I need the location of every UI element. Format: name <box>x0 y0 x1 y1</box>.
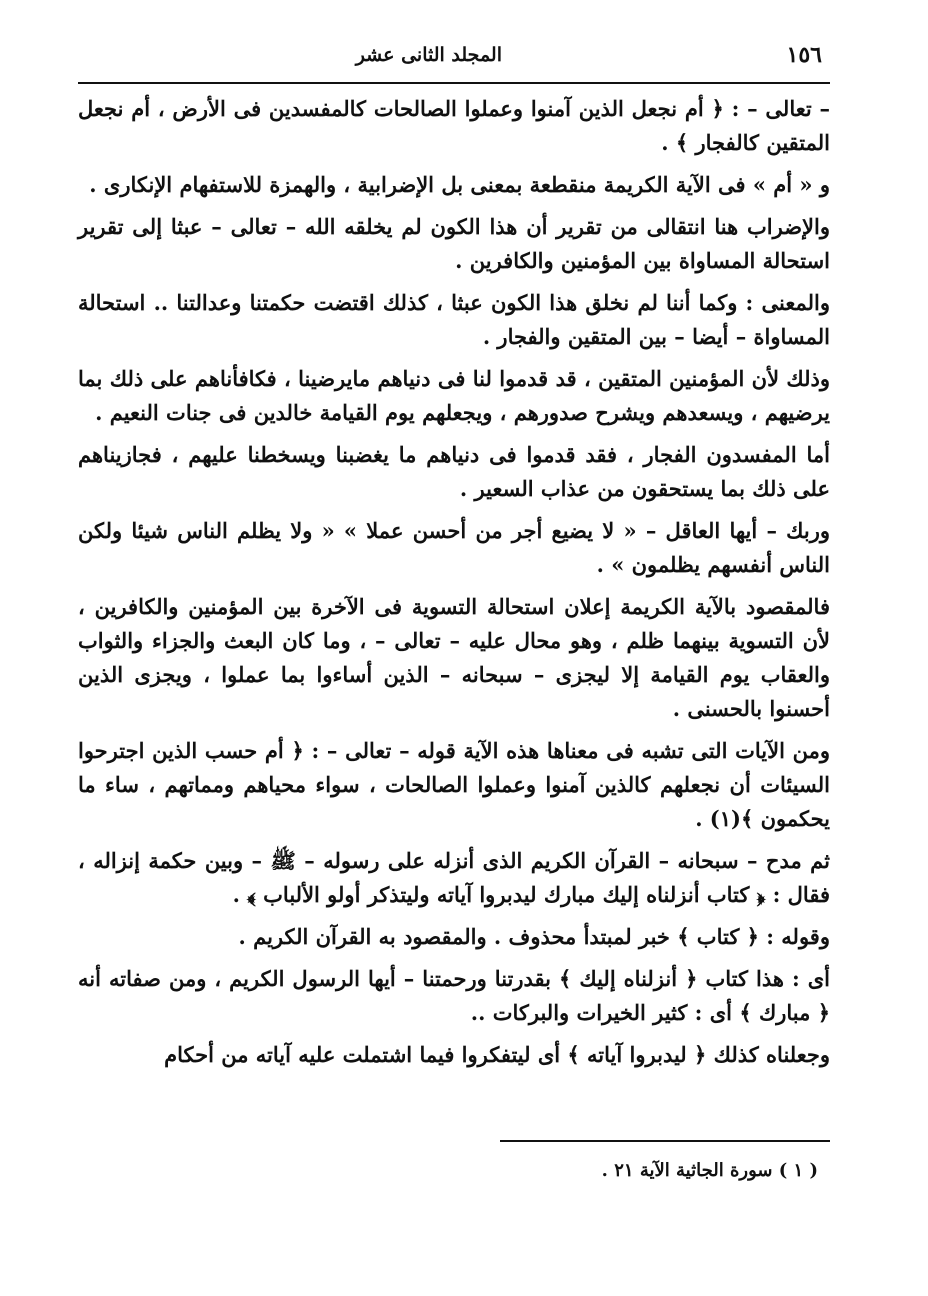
paragraph: ثم مدح – سبحانه – القرآن الكريم الذى أنزله على رسوله – ﷺ – وبين حكمة إنزاله ، فقال : ﴿ كتاب أنزلناه إليك مبارك ليدبروا آياته وليتذكر أولو الألباب ﴾ . <box>78 848 830 907</box>
footnote: ( ١ ) سورة الجاثية الآية ٢١ . <box>601 1160 818 1181</box>
running-title: المجلد الثانى عشر <box>355 44 502 66</box>
footnote-divider <box>500 1140 830 1142</box>
paragraph: والمعنى : وكما أننا لم نخلق هذا الكون عبثا ، كذلك اقتضت حكمتنا وعدالتنا .. استحالة المساواة – أيضا – بين المتقين والفجار . <box>78 290 830 349</box>
page-header <box>72 38 832 78</box>
page-number: ١٥٦ <box>786 42 822 68</box>
paragraph: وجعلناه كذلك ﴿ ليدبروا آياته ﴾ أى ليتفكروا فيما اشتملت عليه آياته من أحكام <box>164 1042 830 1067</box>
paragraph: وذلك لأن المؤمنين المتقين ، قد قدموا لنا فى دنياهم مايرضينا ، فكافأناهم على ذلك بما يرضيهم ، ويسعدهم ويشرح صدورهم ، ويجعلهم يوم القيامة خالدين فى جنات النعيم . <box>78 366 830 425</box>
paragraph: ومن الآيات التى تشبه فى معناها هذه الآية قوله – تعالى – : ﴿ أم حسب الذين اجترحوا السيئات أن نجعلهم كالذين آمنوا وعملوا الصالحات ، سواء محياهم ومماتهم ، ساء ما يحكمون ﴾(١) . <box>78 738 830 831</box>
body-text <box>78 92 830 1080</box>
paragraph: أما المفسدون الفجار ، فقد قدموا فى دنياهم ما يغضبنا ويسخطنا عليهم ، فجازيناهم على ذلك بما يستحقون من عذاب السعير . <box>78 442 830 501</box>
paragraph: فالمقصود بالآية الكريمة إعلان استحالة التسوية فى الآخرة بين المؤمنين والكافرين ، لأن التسوية بينهما ظلم ، وهو محال عليه – تعالى – ، وما كان البعث والجزاء والثواب والعقاب يوم القيامة إلا ليجزى – سبحانه – الذين أساءوا بما عملوا ، ويجزى الذين أحسنوا بالحسنى . <box>78 594 830 721</box>
paragraph: – تعالى – : ﴿ أم نجعل الذين آمنوا وعملوا الصالحات كالمفسدين فى الأرض ، أم نجعل المتقين كالفجار ﴾ . <box>78 96 830 155</box>
paragraph: وقوله : ﴿ كتاب ﴾ خبر لمبتدأ محذوف . والمقصود به القرآن الكريم . <box>238 924 830 949</box>
paragraph: أى : هذا كتاب ﴿ أنزلناه إليك ﴾ بقدرتنا ورحمتنا – أيها الرسول الكريم ، ومن صفاته أنه ﴿ مبارك ﴾ أى : كثير الخيرات والبركات .. <box>78 966 830 1025</box>
header-divider <box>78 82 830 84</box>
paragraph: وربك – أيها العاقل – « لا يضيع أجر من أحسن عملا » « ولا يظلم الناس شيئا ولكن الناس أنفسهم يظلمون » . <box>78 518 830 577</box>
paragraph: و « أم » فى الآية الكريمة منقطعة بمعنى بل الإضرابية ، والهمزة للاستفهام الإنكارى . <box>89 172 830 197</box>
paragraph: والإضراب هنا انتقالى من تقرير أن هذا الكون لم يخلقه الله – تعالى – عبثا إلى تقرير استحالة المساواة بين المؤمنين والكافرين . <box>78 214 830 273</box>
